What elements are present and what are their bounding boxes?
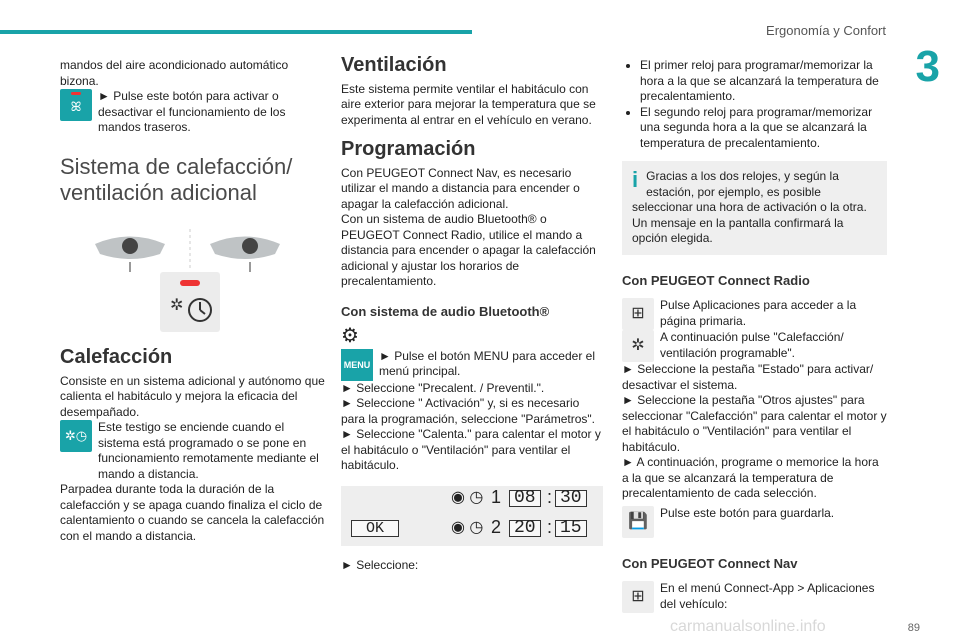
save-icon: 💾 [622, 506, 654, 538]
column-1 [60, 58, 325, 278]
step-1: ► Pulse el botón MENU para acceder el menú principal. [379, 348, 595, 378]
heating-desc: Consiste en un sistema adicional y autónomo que calienta el habitáculo y mejora la eficacia del desempañado. [60, 373, 325, 419]
heating-title: Calefacción [60, 346, 173, 368]
select-text: ► Seleccione: [341, 557, 419, 572]
column-2 [341, 54, 603, 573]
heater-clock-icon [160, 272, 220, 332]
info-text: Gracias a los dos relojes, y según la estación, por ejemplo, es posible seleccionar una hora de activación o la otra. Un mensaje en la pantalla confirmará la opción elegida. [632, 169, 867, 245]
clock-2-hours: 20 [509, 520, 541, 538]
nav-row-1 [622, 581, 887, 613]
indicator-text: Este testigo se enciende cuando el sistema está programado o se pone en funcionamiento remotamente mediante el mando a distancia. [98, 420, 319, 481]
radio-row-2 [622, 330, 887, 362]
remote-keys-illustration [90, 224, 290, 274]
radio-title: Con PEUGEOT Connect Radio [622, 272, 810, 288]
radio-step-5: ► A continuación, programe o memorice la hora a la que se alcanzará la temperatura de precalentamiento de cada selección. [622, 455, 879, 500]
clock-1-separator: : [547, 486, 553, 507]
rear-controls-text: ► Pulse este botón para activar o desactivar el funcionamiento de los mandos traseros. [98, 89, 286, 134]
radio-step-4: ► Seleccione la pestaña "Otros ajustes" para seleccionar "Calefacción" para calentar el motor y el habitáculo o "Ventilación" para ventilar el habitáculo. [622, 393, 887, 454]
ventilation-desc: Este sistema permite ventilar el habitáculo con aire exterior para mejorar la temperatura que se experimenta al entrar en el vehículo en verano. [341, 81, 596, 127]
clock-1-icon: ◉ ◷ [451, 488, 484, 506]
rear-controls-row [60, 89, 325, 136]
programming-title: Programación [341, 138, 476, 160]
clock-bullets [622, 58, 887, 151]
rear-controls-icon: ꕤ [60, 89, 92, 121]
radio-step-6: Pulse este botón para guardarla. [660, 505, 835, 520]
radio-step-3: ► Seleccione la pestaña "Estado" para activar/ desactivar el sistema. [622, 362, 874, 392]
radio-step-1: Pulse Aplicaciones para acceder a la página primaria. [660, 298, 857, 328]
nav-step-1: En el menú Connect-App > Aplicaciones del vehículo: [660, 581, 875, 611]
clock-2-icon: ◉ ◷ [451, 518, 484, 536]
info-icon: i [632, 167, 639, 192]
programming-p1: Con PEUGEOT Connect Nav, es necesario utilizar el mando a distancia para encender o apagar la calefacción adicional. [341, 165, 580, 211]
svg-text:✲: ✲ [170, 297, 184, 314]
clock-display [341, 486, 603, 546]
heater-program-icon: ✲ [622, 330, 654, 362]
bullet-2: • El segundo reloj para programar/memorizar una segunda hora a la que se alcanzará la temperatura de precalentamiento. [640, 105, 887, 152]
clock-1-number: 1 [491, 486, 502, 507]
indicator-row [60, 420, 325, 482]
header-accent-bar [0, 30, 472, 34]
apps-grid-icon-2: ⊞ [622, 581, 654, 613]
heater-settings-icon: ⚙ [341, 325, 359, 347]
radio-step-2: A continuación pulse "Calefacción/ ventilación programable". [660, 330, 844, 360]
clock-2-minutes: 15 [555, 520, 587, 538]
menu-button-icon: MENU [341, 349, 373, 381]
section-title: Sistema de calefacción/ ventilación adicional [60, 153, 293, 205]
programming-p2: Con un sistema de audio Bluetooth® o PEUGEOT Connect Radio, utilice el mando a distancia para encender o apagar la calefacción adicional y ajustar los horarios de precalentamiento. [341, 212, 596, 288]
chapter-title: Ergonomía y Confort [766, 23, 886, 38]
bluetooth-title: Con sistema de audio Bluetooth® [341, 303, 550, 319]
nav-title: Con PEUGEOT Connect Nav [622, 555, 798, 571]
step-3: ► Seleccione " Activación" y, si es necesario para la programación, seleccione "Parámetros". [341, 396, 595, 426]
page-number: 89 [907, 622, 920, 634]
clock-2-separator: : [547, 516, 553, 537]
clock-2-number: 2 [491, 516, 502, 537]
step-2: ► Seleccione "Precalent. / Preventil.". [341, 380, 545, 395]
heating-section [60, 346, 325, 544]
column-3 [622, 58, 887, 613]
chapter-number: 3 [915, 42, 940, 91]
menu-row [341, 349, 603, 381]
blink-text: Parpadea durante toda la duración de la calefacción y se apaga cuando finaliza el ciclo de calentamiento o cuando se cancela la calefacción con el mando a distancia. [60, 482, 325, 543]
radio-row-6 [622, 506, 887, 538]
radio-row-1 [622, 298, 887, 330]
ok-button: OK [351, 520, 399, 538]
bullet-1: • El primer reloj para programar/memorizar la hora a la que se alcanzará la temperatura de precalentamiento. [640, 58, 887, 105]
info-box [622, 161, 887, 255]
heating-indicator-icon: ✲◷ [60, 420, 92, 452]
intro-text: mandos del aire acondicionado automático bizona. [60, 58, 289, 88]
watermark: carmanualsonline.info [670, 618, 826, 635]
apps-grid-icon: ⊞ [622, 298, 654, 330]
clock-1-hours: 08 [509, 490, 541, 508]
clock-1-minutes: 30 [555, 490, 587, 508]
ventilation-title: Ventilación [341, 54, 447, 76]
step-4: ► Seleccione "Calenta." para calentar el motor y el habitáculo o "Ventilación" para ventilar el habitáculo. [341, 427, 601, 472]
